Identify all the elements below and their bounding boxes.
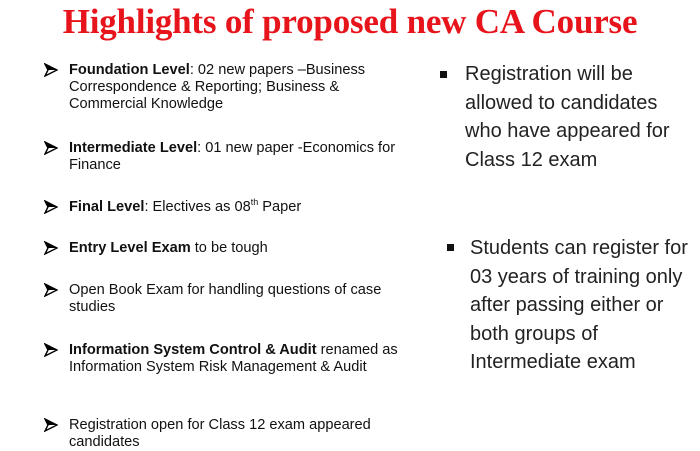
list-item — [44, 282, 414, 316]
arrow-bullet-icon — [44, 141, 58, 155]
item-bold: Foundation Level — [69, 62, 190, 78]
item-text: Registration open for Class 12 exam appeared candidates — [69, 417, 371, 450]
item-bold: Information System Control & Audit — [69, 342, 317, 358]
item-text: Open Book Exam for handling questions of case studies — [69, 282, 382, 315]
square-bullet-icon — [440, 71, 447, 78]
right-bullet-2: Students can register for 03 years of training only after passing either or both groups of Intermediate exam — [470, 237, 688, 374]
arrow-bullet-icon — [44, 200, 58, 214]
list-item — [44, 240, 414, 257]
item-bold: Intermediate Level — [69, 140, 198, 156]
list-item — [44, 140, 414, 174]
item-bold: Entry Level Exam — [69, 240, 191, 256]
square-bullet-icon — [447, 244, 454, 251]
page-title: Highlights of proposed new CA Course — [62, 2, 638, 41]
list-item — [44, 62, 414, 113]
item-bold: Final Level — [69, 199, 145, 215]
item-text: : Electives as 08 — [144, 199, 251, 215]
arrow-bullet-icon — [44, 283, 58, 297]
item-text: to be tough — [190, 240, 268, 256]
arrow-bullet-icon — [44, 241, 58, 255]
arrow-bullet-icon — [44, 418, 58, 432]
item-sup: th — [250, 197, 259, 208]
item-text: renamed as Information System Risk Management & Audit — [69, 342, 398, 375]
right-bullet-1: Registration will be allowed to candidates who have appeared for Class 12 exam — [465, 63, 670, 171]
item-text: : 02 new papers –Business Correspondence & Reporting; Business & Commercial Knowledge — [69, 62, 366, 112]
list-item — [44, 199, 414, 216]
list-item — [44, 342, 414, 376]
list-item — [44, 417, 414, 451]
arrow-bullet-icon — [44, 343, 58, 357]
item-text: : 01 new paper -Economics for Finance — [69, 140, 396, 173]
arrow-bullet-icon — [44, 63, 58, 77]
item-text-2: Paper — [258, 199, 302, 215]
